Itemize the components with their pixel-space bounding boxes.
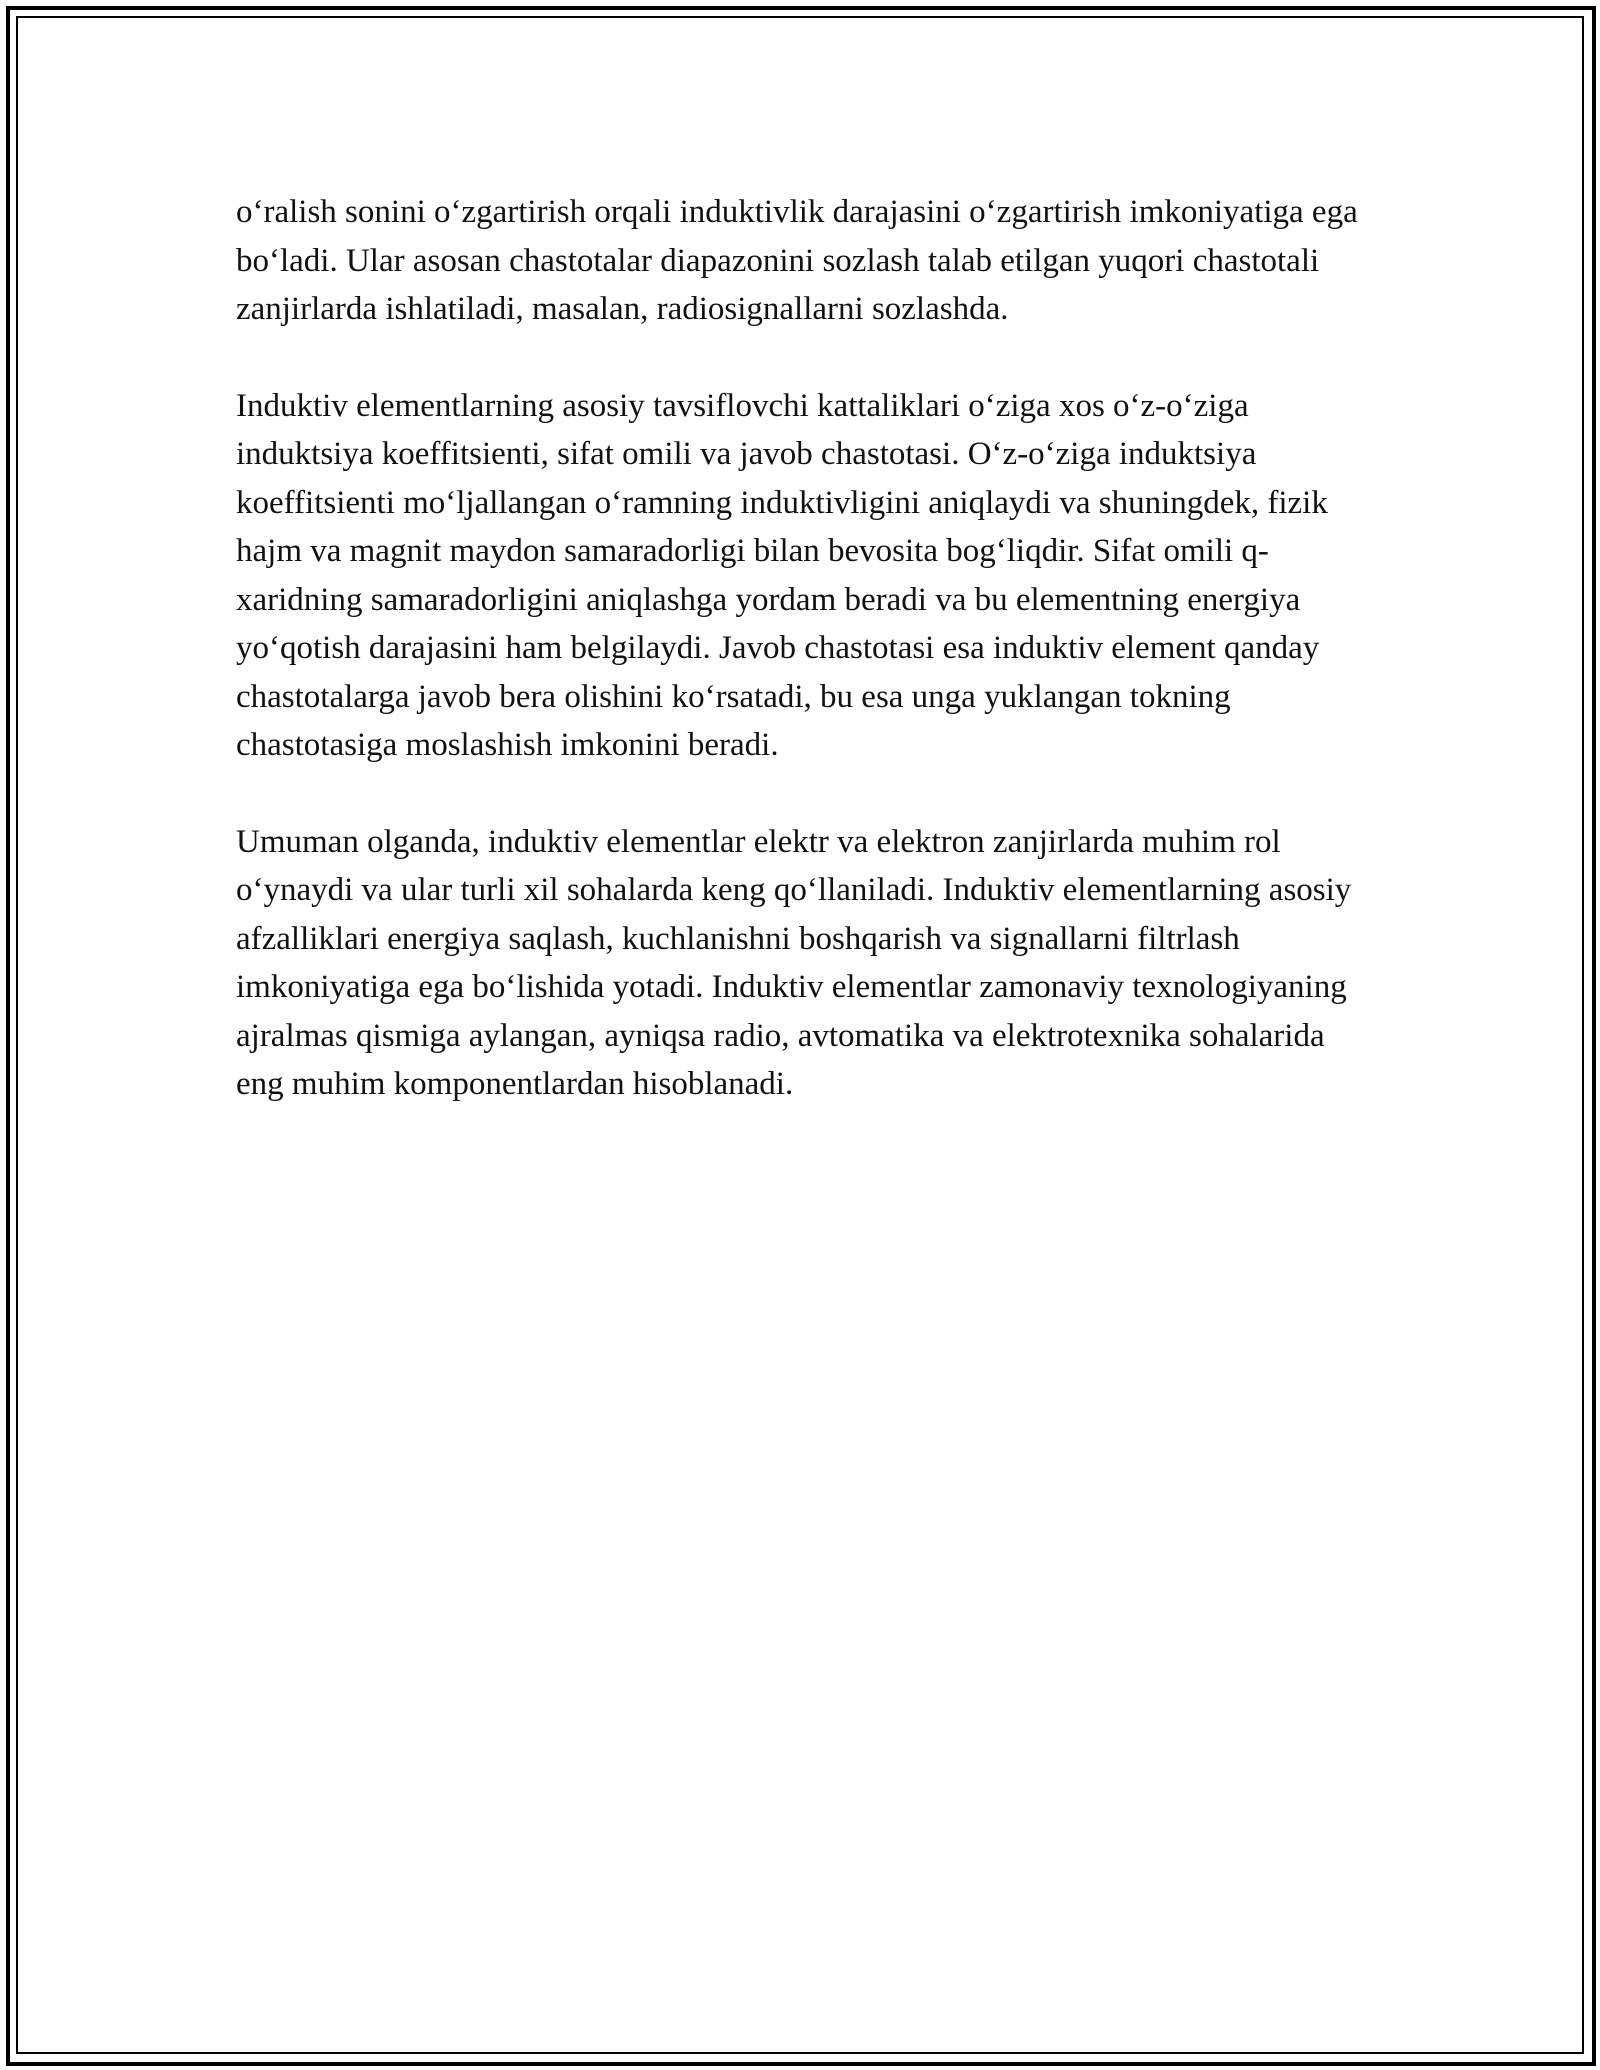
paragraph-2: Induktiv elementlarning asosiy tavsiflovchi kattaliklari o‘ziga xos o‘z-o‘ziga induktsiya koeffitsienti, sifat omili va javob chastotasi. O‘z-o‘ziga induktsiya koeffitsienti mo‘ljallangan o‘ramning induktivligini aniqlaydi va shuningdek, fizik hajm va magnit maydon samaradorligi bilan bevosita bog‘liqdir. Sifat omili q-xaridning samaradorligini aniqlashga yordam beradi va bu elementning energiya yo‘qotish darajasini ham belgilaydi. Javob chastotasi esa induktiv element qanday chastotalarga javob bera olishini ko‘rsatadi, bu esa unga yuklangan tokning chastotasiga moslashish imkonini beradi. (236, 387, 1328, 763)
paragraph-1: o‘ralish sonini o‘zgartirish orqali induktivlik darajasini o‘zgartirish imkoniyatiga ega bo‘ladi. Ular asosan chastotalar diapazonini sozlash talab etilgan yuqori chastotali zanjirlarda ishlatiladi, masalan, radiosignallarni sozlashda. (236, 194, 1358, 327)
document-body (236, 188, 1376, 1157)
paragraph-3: Umuman olganda, induktiv elementlar elektr va elektron zanjirlarda muhim rol o‘ynaydi va ular turli xil sohalarda keng qo‘llaniladi. Induktiv elementlarning asosiy afzalliklari energiya saqlash, kuchlanishni boshqarish va signallarni filtrlash imkoniyatiga ega bo‘lishida yotadi. Induktiv elementlar zamonaviy texnologiyaning ajralmas qismiga aylangan, ayniqsa radio, avtomatika va elektrotexnika sohalarida eng muhim komponentlardan hisoblanadi. (236, 823, 1352, 1102)
